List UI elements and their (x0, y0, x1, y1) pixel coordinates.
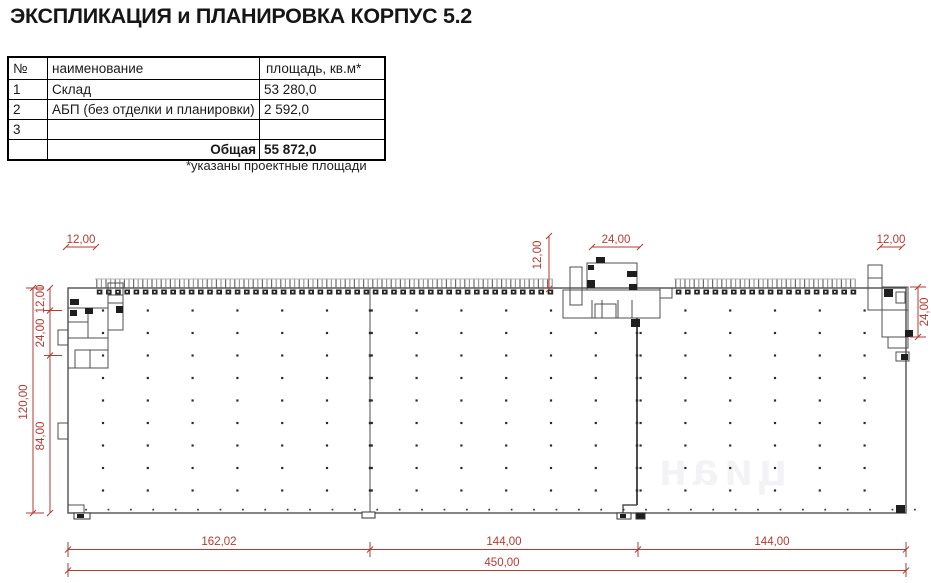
page-title: ЭКСПЛИКАЦИЯ и ПЛАНИРОВКА КОРПУС 5.2 (10, 4, 472, 28)
dim-mid-vertical: 12,00 (532, 240, 544, 270)
loading-docks (95, 279, 856, 295)
cell-num (8, 140, 48, 161)
total-label: Общая (48, 140, 260, 161)
dim-bottom-total: 450,00 (484, 557, 520, 569)
header-area: площадь, кв.м* (260, 57, 386, 80)
table-total-row (8, 140, 385, 161)
dim-mid-width: 24,00 (601, 234, 631, 246)
table-row (8, 100, 385, 120)
cell-name: Склад (48, 80, 260, 100)
header-name: наименование (48, 57, 260, 80)
total-area: 55 872,0 (260, 140, 386, 161)
cell-area: 2 592,0 (260, 100, 386, 120)
table-header-row (8, 57, 385, 80)
dim-left-84: 84,00 (35, 421, 47, 451)
cell-num: 1 (8, 80, 48, 100)
header-num: № (8, 57, 48, 80)
middle-abp-block (563, 257, 672, 327)
cell-area (260, 120, 386, 140)
cell-num: 2 (8, 100, 48, 120)
dim-left-24: 24,00 (35, 318, 47, 348)
dim-top-right: 12,00 (876, 234, 906, 246)
table-row (8, 80, 385, 100)
table-row (8, 120, 385, 140)
watermark: циан (653, 443, 787, 495)
table-footnote: *указаны проектные площади (186, 158, 367, 173)
column-grid-dots (85, 309, 916, 510)
dim-bottom-3: 144,00 (754, 536, 790, 548)
cell-name (48, 120, 260, 140)
dim-bottom-2: 144,00 (486, 536, 522, 548)
floor-plan-svg (0, 210, 931, 583)
dim-right-24: 24,00 (919, 297, 931, 327)
dim-left-total: 120,00 (18, 384, 30, 420)
floor-plan (0, 210, 931, 583)
cell-num: 3 (8, 120, 48, 140)
cell-name: АБП (без отделки и планировки) (48, 100, 260, 120)
dim-left-12: 12,00 (35, 284, 47, 314)
dim-top-left: 12,00 (66, 234, 96, 246)
dim-bottom-1: 162,02 (201, 536, 237, 548)
explication-table (7, 56, 386, 161)
bottom-doors (74, 505, 905, 519)
cell-area: 53 280,0 (260, 80, 386, 100)
